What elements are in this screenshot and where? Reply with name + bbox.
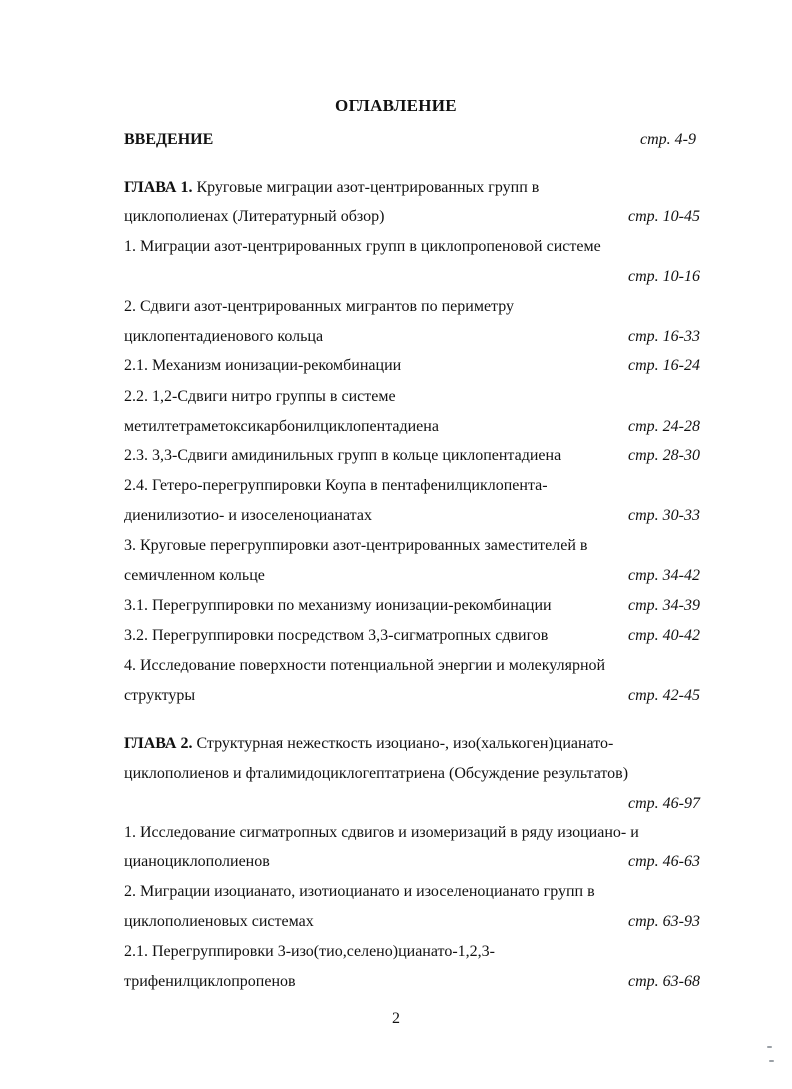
- toc-entry-text: 3. Круговые перегруппировки азот-центрированных заместителей в: [124, 537, 588, 554]
- toc-chapter-1-line2: [124, 207, 700, 227]
- chapter-label: ГЛАВА 2.: [124, 735, 193, 752]
- toc-entry-2-line2: [124, 327, 700, 347]
- toc-entry-text: 3.2. Перегруппировки посредством 3,3-сигматропных сдвигов: [124, 627, 549, 644]
- toc-entry-intro: [124, 130, 700, 150]
- toc-entry-3-line1: [124, 536, 700, 556]
- toc-entry-pages: стр. 28-30: [628, 447, 700, 464]
- toc-entry-pages: стр. 16-33: [628, 328, 700, 345]
- toc-entry-2-2-line1: [124, 387, 700, 407]
- toc-entry-pages: стр. 46-97: [628, 795, 700, 812]
- toc-entry-c2-2-1-line1: [124, 942, 700, 962]
- toc-entry-text-cont: трифенилциклопропенов: [124, 973, 296, 990]
- toc-entry-c2-1-line2: [124, 852, 700, 872]
- toc-entry-pages: стр. 16-24: [628, 357, 700, 374]
- toc-entry-text: 2.4. Гетеро-перегруппировки Коупа в пентафенилциклопента-: [124, 477, 548, 494]
- toc-entry-4-line1: [124, 656, 700, 676]
- toc-entry-text-cont: цианоциклополиенов: [124, 853, 270, 870]
- toc-entry-pages: стр. 34-39: [628, 597, 700, 614]
- toc-entry-pages: стр. 34-42: [628, 567, 700, 584]
- toc-entry-text: 1. Миграции азот-центрированных групп в циклопропеновой системе: [124, 238, 601, 255]
- toc-entry-text-cont: диенилизотио- и изоселеноцианатах: [124, 507, 372, 524]
- chapter-label: ГЛАВА 1.: [124, 179, 193, 196]
- toc-entry-pages: стр. 24-28: [628, 418, 700, 435]
- toc-entry-text: 4. Исследование поверхности потенциальной энергии и молекулярной: [124, 657, 606, 674]
- chapter-title-cont: циклополиенов и фталимидоциклогептатриена (Обсуждение результатов): [124, 765, 629, 782]
- toc-entry-c2-1-line1: [124, 823, 700, 843]
- toc-entry-c2-2-1-line2: [124, 972, 700, 992]
- toc-entry-pages: стр. 46-63: [628, 853, 700, 870]
- toc-entry-3-line2: [124, 566, 700, 586]
- toc-chapter-1-line1: [124, 178, 700, 198]
- chapter-title-cont: циклополиенах (Литературный обзор): [124, 208, 385, 225]
- toc-entry-2-4-line2: [124, 506, 700, 526]
- toc-entry-text: 2. Сдвиги азот-центрированных мигрантов по периметру: [124, 298, 515, 315]
- toc-entry-pages: стр. 10-16: [628, 268, 700, 285]
- toc-entry-pages: стр. 40-42: [628, 627, 700, 644]
- toc-entry-pages: стр. 10-45: [628, 208, 700, 225]
- toc-entry-3-1: [124, 596, 700, 616]
- toc-entry-pages: стр. 42-45: [628, 687, 700, 704]
- toc-entry-text-cont: циклопентадиенового кольца: [124, 328, 324, 345]
- toc-entry-text: 3.1. Перегруппировки по механизму ионизации-рекомбинации: [124, 597, 552, 614]
- toc-entry-2-3: [124, 446, 700, 466]
- toc-entry-text: 2.1. Перегруппировки 3-изо(тио,селено)цианато-1,2,3-: [124, 943, 495, 960]
- toc-entry-text: 2.1. Механизм ионизации-рекомбинации: [124, 357, 402, 374]
- toc-entry-label: ВВЕДЕНИЕ: [124, 131, 214, 148]
- toc-entry-pages: стр. 30-33: [628, 507, 700, 524]
- page-number: 2: [392, 1010, 400, 1027]
- toc-entry-text-cont: метилтетраметоксикарбонилциклопентадиена: [124, 418, 439, 435]
- toc-chapter-2-line2: [124, 764, 700, 784]
- toc-entry-text: 1. Исследование сигматропных сдвигов и изомеризаций в ряду изоциано- и: [124, 824, 639, 841]
- toc-entry-2-line1: [124, 297, 700, 317]
- toc-entry-text-cont: семичленном кольце: [124, 567, 265, 584]
- scan-speck: [767, 1046, 772, 1048]
- toc-entry-text-cont: структуры: [124, 687, 196, 704]
- toc-entry-pages: стр. 4-9: [640, 131, 696, 148]
- toc-entry-text: 2. Миграции изоцианато, изотиоцианато и изоселеноцианато групп в: [124, 883, 595, 900]
- toc-title: ОГЛАВЛЕНИЕ: [335, 96, 457, 115]
- toc-entry-text: 2.2. 1,2-Сдвиги нитро группы в системе: [124, 388, 396, 405]
- toc-entry-2-2-line2: [124, 417, 700, 437]
- scan-speck: [769, 1060, 774, 1062]
- toc-entry-text-cont: циклополиеновых системах: [124, 913, 314, 930]
- chapter-title: Структурная нежесткость изоциано-, изо(халькоген)цианато-: [196, 735, 614, 752]
- toc-entry-text: 2.3. 3,3-Сдвиги амидинильных групп в кольце циклопентадиена: [124, 447, 562, 464]
- toc-entry-3-2: [124, 626, 700, 646]
- toc-entry-1: [124, 237, 700, 257]
- toc-chapter-2-line1: [124, 734, 700, 754]
- chapter-title: Круговые миграции азот-центрированных групп в: [196, 179, 540, 196]
- toc-entry-c2-2-line1: [124, 882, 700, 902]
- toc-entry-4-line2: [124, 686, 700, 706]
- toc-entry-pages: стр. 63-93: [628, 913, 700, 930]
- toc-entry-2-1: [124, 356, 700, 376]
- toc-entry-2-4-line1: [124, 476, 700, 496]
- toc-entry-c2-2-line2: [124, 912, 700, 932]
- toc-entry-pages: стр. 63-68: [628, 973, 700, 990]
